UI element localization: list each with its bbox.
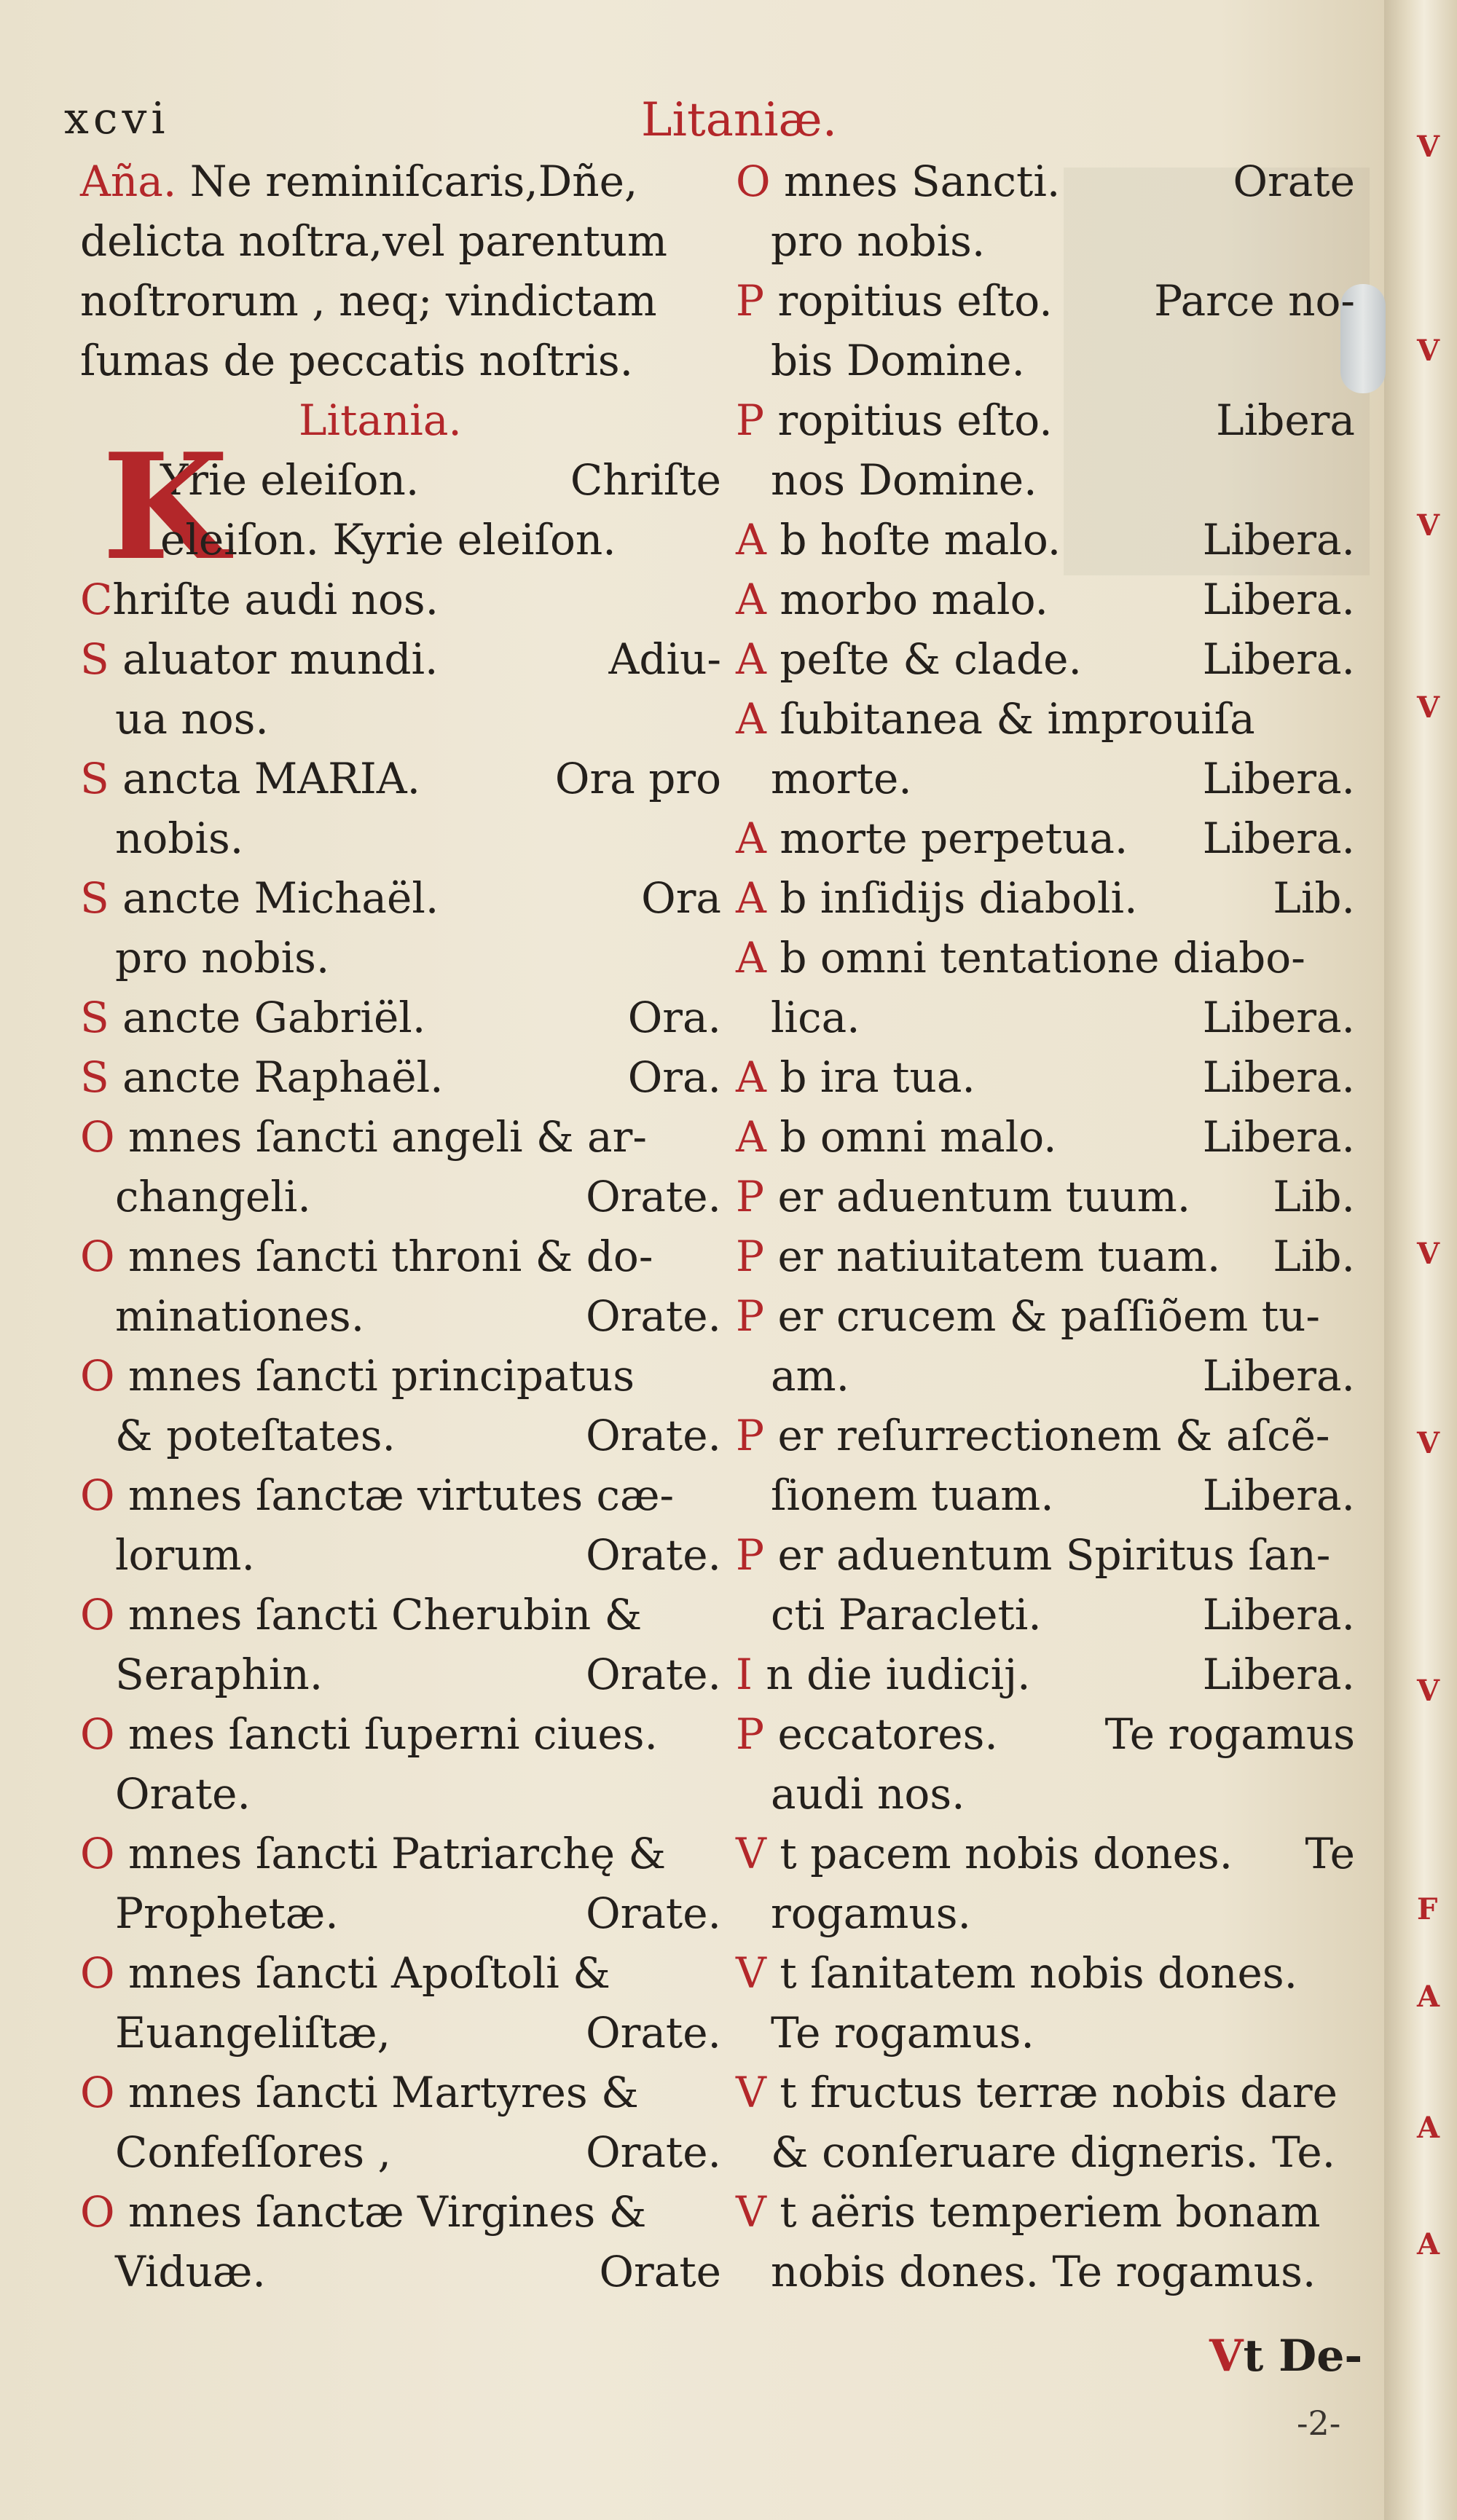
response-text: Libera [1216, 395, 1355, 445]
line-text: mnes ſanctæ virtutes cæ- [114, 1470, 675, 1520]
line-text: nobis. [115, 814, 244, 863]
edge-rubric-mark: V [1417, 508, 1440, 543]
right-text-line [736, 1406, 1370, 1465]
rubric-initial: A [736, 933, 766, 983]
line-text: mes ſancti ſuperni ciues. [114, 1709, 658, 1759]
line-text: er aduentum tuum. [764, 1172, 1191, 1221]
right-text-line [736, 271, 1370, 331]
response-text: Orate [1233, 157, 1355, 206]
left-text-line [80, 928, 736, 988]
rubric-initial: O [80, 1709, 115, 1759]
response-text: Libera. [1202, 575, 1355, 624]
response-text: Orate. [586, 2008, 721, 2058]
right-text-line [736, 2182, 1370, 2242]
edge-rubric-mark: A [1417, 1980, 1440, 2014]
response-text: Orate. [586, 1889, 721, 1938]
line-text: ancte Raphaël. [109, 1052, 444, 1102]
rubric-initial: A [736, 694, 766, 744]
line-text: er reſurrectionem & aſcẽ- [764, 1411, 1330, 1460]
line-text: mnes ſancti Martyres & [114, 2068, 639, 2117]
rubric-initial: P [736, 1530, 765, 1580]
right-text-line [736, 1585, 1370, 1645]
line-text: morte. [771, 754, 912, 803]
rubric-initial: S [80, 873, 109, 923]
left-text-line [80, 808, 736, 868]
left-text-line [80, 1824, 736, 1883]
rubric-initial: A [736, 814, 766, 863]
line-text: Viduæ. [115, 2247, 266, 2296]
right-text-line [736, 1824, 1370, 1883]
edge-rubric-mark: V [1417, 334, 1440, 368]
edge-rubric-mark: A [1417, 2111, 1440, 2145]
rubric-initial: A [736, 575, 766, 624]
left-text-line [80, 1525, 736, 1585]
right-text-line [736, 1764, 1370, 1824]
response-text: Libera. [1202, 993, 1355, 1042]
catchword: Vt De- [1209, 2331, 1363, 2382]
rubric-initial: A [736, 1052, 766, 1102]
line-text: mnes ſancti throni & do- [114, 1232, 653, 1281]
line-text: & poteſtates. [115, 1411, 396, 1460]
line-text: Seraphin. [115, 1650, 323, 1699]
left-text-line [80, 1645, 736, 1704]
line-text: pro nobis. [771, 216, 986, 266]
rubric-initial: P [736, 1291, 765, 1341]
right-text-line [736, 689, 1370, 749]
line-text: mnes ſancti Patriarchę & [114, 1829, 667, 1878]
response-text: Orate. [586, 1530, 721, 1580]
line-text: ſubitanea & improuiſa [766, 694, 1255, 744]
right-text-line [736, 1107, 1370, 1167]
line-text: Euangeliſtæ, [115, 2008, 390, 2058]
response-text: Parce no- [1154, 276, 1355, 326]
left-text-line [80, 151, 736, 211]
response-text: Libera. [1202, 1590, 1355, 1639]
line-text: Yrie eleiſon. [160, 455, 420, 505]
left-text-line [80, 1107, 736, 1167]
right-text-line [736, 570, 1370, 629]
line-text: cti Paracleti. [771, 1590, 1042, 1639]
response-text: Libera. [1202, 1470, 1355, 1520]
rubric-initial: Aña. [80, 157, 177, 206]
left-text-line [80, 1406, 736, 1465]
response-text: Chriſte [570, 455, 721, 505]
response-text: Ora pro [554, 754, 721, 803]
left-text-line [80, 1465, 736, 1525]
rubric-initial: V [736, 2068, 766, 2117]
line-text: ſumas de peccatis noſtris. [80, 336, 634, 385]
line-text: ancte Gabriël. [109, 993, 426, 1042]
right-text-line [736, 749, 1370, 808]
left-text-line [80, 1346, 736, 1406]
rubric-initial: P [736, 395, 765, 445]
left-text-line [80, 570, 736, 629]
response-text: Lib. [1273, 873, 1355, 923]
line-text: peſte & clade. [766, 634, 1082, 684]
line-text: Confeſſores , [115, 2127, 391, 2177]
edge-rubric-mark: V [1417, 1237, 1440, 1271]
response-text: Libera. [1202, 515, 1355, 564]
right-text-line [736, 808, 1370, 868]
response-text: Orate. [586, 1172, 721, 1221]
line-text: morbo malo. [766, 575, 1048, 624]
line-text: audi nos. [771, 1769, 965, 1819]
line-text: ua nos. [115, 694, 269, 744]
rubric-initial: I [736, 1650, 753, 1699]
line-text: mnes ſancti principatus [114, 1351, 635, 1401]
response-text: Libera. [1202, 754, 1355, 803]
left-text-line [80, 1047, 736, 1107]
drop-capital-k: K [102, 422, 229, 593]
left-text-line [80, 868, 736, 928]
line-text: mnes ſanctæ Virgines & [114, 2187, 647, 2237]
line-text: b omni tentatione diabo- [766, 933, 1305, 983]
left-text-line [80, 1764, 736, 1824]
rubric-initial: P [736, 276, 765, 326]
line-text: mnes ſancti Cherubin & [114, 1590, 643, 1639]
line-text: minationes. [115, 1291, 365, 1341]
right-text-line [736, 629, 1370, 689]
line-text: n die iudicij. [752, 1650, 1031, 1699]
line-text: t pacem nobis dones. [766, 1829, 1233, 1878]
rubric-initial: O [80, 1112, 115, 1162]
response-text: Ora. [627, 1052, 721, 1102]
line-text: rogamus. [771, 1889, 971, 1938]
rubric-initial: O [736, 157, 771, 206]
right-text-line [736, 2122, 1370, 2182]
rubric-initial: V [736, 1829, 766, 1878]
page-mark: -2- [1297, 2403, 1341, 2443]
line-text: t fructus terræ nobis dare [766, 2068, 1338, 2117]
response-text: Ora [641, 873, 721, 923]
line-text: mnes ſancti angeli & ar- [114, 1112, 647, 1162]
line-text: eccatores. [764, 1709, 998, 1759]
line-text: eleiſon. Kyrie eleiſon. [160, 515, 616, 564]
line-text: er natiuitatem tuam. [764, 1232, 1221, 1281]
right-text-line [736, 1645, 1370, 1704]
left-text-line [80, 271, 736, 331]
right-text-line [736, 1883, 1370, 1943]
right-text-line [736, 1346, 1370, 1406]
left-text-line [80, 1883, 736, 1943]
left-text-line [80, 1704, 736, 1764]
rubric-initial: O [80, 1470, 115, 1520]
line-text: ancta MARIA. [109, 754, 421, 803]
line-text: am. [771, 1351, 850, 1401]
left-text-line [80, 1286, 736, 1346]
rubric-initial: Litania. [299, 395, 462, 445]
right-text-line [736, 1704, 1370, 1764]
line-text: delicta noſtra,vel parentum [80, 216, 667, 266]
left-text-line [80, 1226, 736, 1286]
line-text: t ſanitatem nobis dones. [766, 1948, 1298, 1998]
rubric-initial: A [736, 515, 766, 564]
line-text: b inſidijs diaboli. [766, 873, 1138, 923]
response-text: Libera. [1202, 814, 1355, 863]
line-text: changeli. [115, 1172, 311, 1221]
line-text: ropitius eſto. [764, 395, 1053, 445]
rubric-initial: O [80, 2187, 115, 2237]
left-text-line [80, 1167, 736, 1226]
left-text-line [80, 211, 736, 271]
right-text-line [736, 2063, 1370, 2122]
left-text-line [80, 749, 736, 808]
rubric-initial: P [736, 1172, 765, 1221]
line-text: er aduentum Spiritus ſan- [764, 1530, 1331, 1580]
line-text: & conſeruare digneris. Te. [771, 2127, 1336, 2177]
response-text: Adiu- [608, 634, 721, 684]
edge-rubric-mark: V [1417, 1426, 1440, 1460]
right-text-line [736, 868, 1370, 928]
right-text-line [736, 1525, 1370, 1585]
right-text-line [736, 510, 1370, 570]
left-text-line [80, 2063, 736, 2122]
response-text: Libera. [1202, 1052, 1355, 1102]
response-text: Orate [599, 2247, 721, 2296]
line-text: Ne reminiſcaris,Dñe, [176, 157, 638, 206]
left-text-line [80, 1943, 736, 2003]
edge-rubric-mark: V [1417, 130, 1440, 164]
response-text: Lib. [1273, 1172, 1355, 1221]
rubric-initial: S [80, 634, 109, 684]
line-text: morte perpetua. [766, 814, 1128, 863]
right-column [736, 151, 1370, 2302]
rubric-initial: S [80, 993, 109, 1042]
right-text-line [736, 928, 1370, 988]
rubric-initial: O [80, 1829, 115, 1878]
left-text-line [80, 2122, 736, 2182]
rubric-initial: V [736, 2187, 766, 2237]
line-text: ancte Michaël. [109, 873, 439, 923]
response-text: Te rogamus [1104, 1709, 1355, 1759]
line-text: nobis dones. Te rogamus. [771, 2247, 1316, 2296]
left-text-line [80, 2182, 736, 2242]
line-text: b hoſte malo. [766, 515, 1061, 564]
rubric-initial: A [736, 634, 766, 684]
line-text: aluator mundi. [109, 634, 439, 684]
line-text: b omni malo. [766, 1112, 1057, 1162]
right-text-line [736, 211, 1370, 271]
line-text: noſtrorum , neq; vindictam [80, 276, 657, 326]
rubric-initial: S [80, 754, 109, 803]
right-text-line [736, 1943, 1370, 2003]
right-text-line [736, 1167, 1370, 1226]
rubric-initial: P [736, 1232, 765, 1281]
response-text: Libera. [1202, 634, 1355, 684]
right-text-line [736, 450, 1370, 510]
line-text: lorum. [115, 1530, 255, 1580]
response-text: Libera. [1202, 1351, 1355, 1401]
line-text: hriſte audi nos. [112, 575, 439, 624]
rubric-initial: A [736, 1112, 766, 1162]
right-text-line [736, 151, 1370, 211]
left-text-line [80, 689, 736, 749]
rubric-initial: S [80, 1052, 109, 1102]
right-text-line [736, 390, 1370, 450]
line-text: Prophetæ. [115, 1889, 339, 1938]
response-text: Orate. [586, 2127, 721, 2177]
rubric-initial: A [736, 873, 766, 923]
line-text: Te rogamus. [771, 2008, 1034, 2058]
next-page-rubric-marks [1417, 0, 1457, 2520]
left-column [80, 151, 736, 2302]
folio-number: xcvi [64, 93, 170, 144]
right-text-line [736, 1465, 1370, 1525]
response-text: Orate. [586, 1411, 721, 1460]
edge-rubric-mark: V [1417, 690, 1440, 725]
line-text: bis Domine. [771, 336, 1025, 385]
line-text: Orate. [115, 1769, 251, 1819]
left-text-line [80, 331, 736, 390]
rubric-initial: O [80, 1232, 115, 1281]
line-text: mnes ſancti Apoſtoli & [114, 1948, 610, 1998]
response-text: Lib. [1273, 1232, 1355, 1281]
line-text: ropitius eſto. [764, 276, 1053, 326]
rubric-initial: P [736, 1709, 765, 1759]
rubric-initial: O [80, 1351, 115, 1401]
rubric-initial: P [736, 1411, 765, 1460]
right-text-line [736, 331, 1370, 390]
line-text: t aëris temperiem bonam [766, 2187, 1321, 2237]
right-text-line [736, 1226, 1370, 1286]
running-title: Litaniæ. [641, 93, 838, 147]
edge-rubric-mark: F [1417, 1892, 1438, 1926]
response-text: Orate. [586, 1291, 721, 1341]
line-text: ſionem tuam. [771, 1470, 1054, 1520]
right-text-line [736, 1286, 1370, 1346]
left-text-line [80, 1585, 736, 1645]
right-text-line [736, 1047, 1370, 1107]
line-text: pro nobis. [115, 933, 330, 983]
rubric-initial: O [80, 2068, 115, 2117]
line-text: lica. [771, 993, 860, 1042]
line-text: mnes Sancti. [770, 157, 1061, 206]
left-text-line [80, 2242, 736, 2302]
right-text-line [736, 988, 1370, 1047]
edge-rubric-mark: A [1417, 2227, 1440, 2261]
response-text: Libera. [1202, 1650, 1355, 1699]
rubric-initial: O [80, 1590, 115, 1639]
rubric-initial: C [80, 575, 113, 624]
response-text: Ora. [627, 993, 721, 1042]
response-text: Te [1305, 1829, 1355, 1878]
rubric-initial: O [80, 1948, 115, 1998]
rubric-initial: V [736, 1948, 766, 1998]
left-text-line [80, 629, 736, 689]
line-text: b ira tua. [766, 1052, 975, 1102]
left-text-line [80, 2003, 736, 2063]
line-text: er crucem & paſſiõem tu- [764, 1291, 1320, 1341]
right-text-line [736, 2003, 1370, 2063]
left-text-line [80, 510, 736, 570]
edge-rubric-mark: V [1417, 1674, 1440, 1708]
response-text: Orate. [586, 1650, 721, 1699]
right-text-line [736, 2242, 1370, 2302]
line-text: nos Domine. [771, 455, 1037, 505]
left-text-line [80, 988, 736, 1047]
response-text: Libera. [1202, 1112, 1355, 1162]
